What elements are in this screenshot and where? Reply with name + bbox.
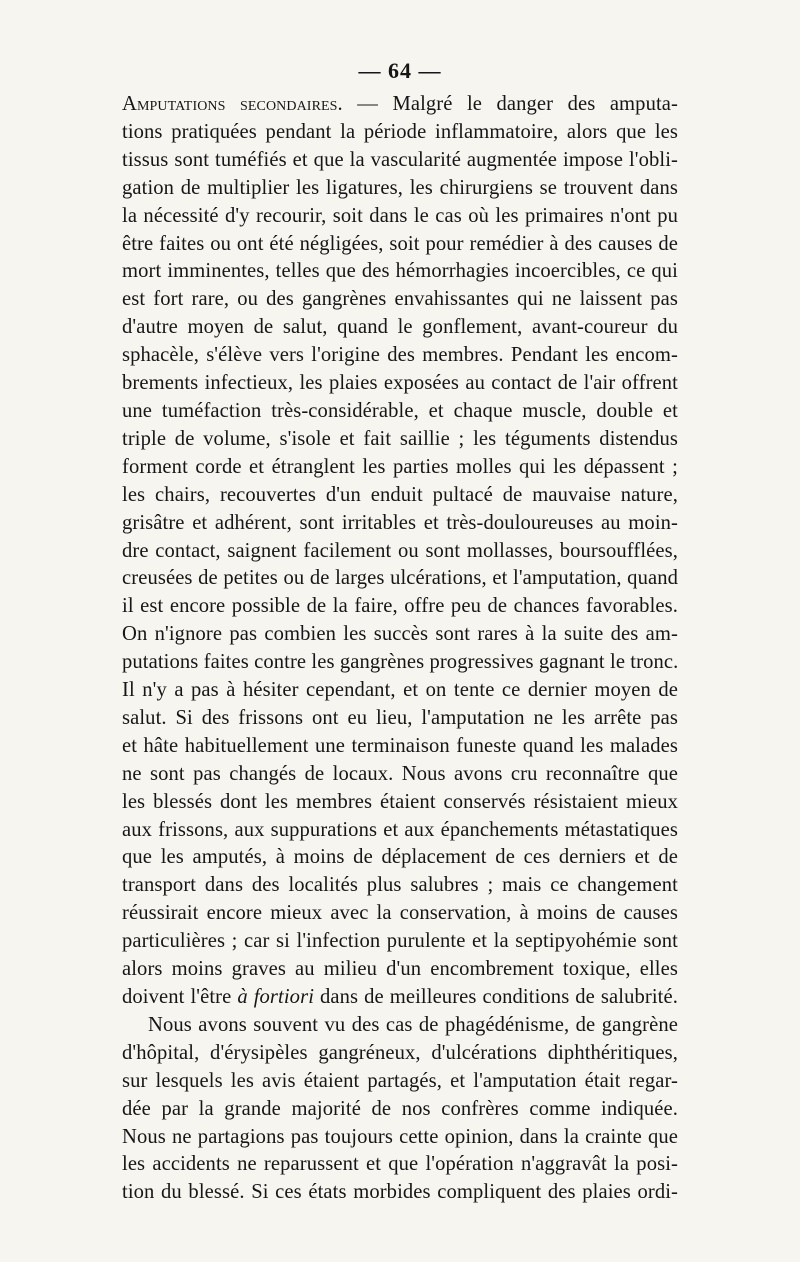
text-line: On n'ignore pas combien les succès sont rares à la suite des am- [122,623,678,646]
text-line: les chairs, recouvertes d'un enduit pultacé de mauvaise nature, [122,483,678,506]
text-line: dée par la grande majorité de nos confrères comme indiquée. [122,1097,678,1120]
text-line: creusées de petites ou de larges ulcérations, et l'amputation, quand [122,567,678,590]
text-line: et hâte habituellement une terminaison funeste quand les malades [122,734,678,757]
text-line: réussirait encore mieux avec la conservation, à moins de causes [122,902,678,925]
page-number: — 64 — [358,58,442,83]
text-line: triple de volume, s'isole et fait saillie ; les téguments distendus [122,427,678,450]
text-line: est fort rare, ou des gangrènes envahissantes qui ne laissent pas [122,288,678,311]
text-line: être faites ou ont été négligées, soit pour remédier à des causes de [122,232,678,255]
text-line: salut. Si des frissons ont eu lieu, l'amputation ne les arrête pas [122,706,678,729]
text-line: ne sont pas changés de locaux. Nous avons cru reconnaître que [122,762,678,785]
text-line: dre contact, saignent facilement ou sont mollasses, boursoufflées, [122,539,678,562]
text-line: Nous ne partagions pas toujours cette opinion, dans la crainte que [122,1125,678,1148]
text-line: il est encore possible de la faire, offre peu de chances favorables. [122,595,678,618]
text-line: particulières ; car si l'infection purulente et la septipyohémie sont [122,930,678,953]
text-line: mort imminentes, telles que des hémorrhagies incoercibles, ce qui [122,260,678,283]
text-line: forment corde et étranglent les parties molles qui les dépassent ; [122,455,678,478]
section-heading: Amputations secondaires. [122,93,343,115]
body-text [122,91,678,1207]
text-line: d'hôpital, d'érysipèles gangréneux, d'ulcérations diphthéritiques, [122,1041,678,1064]
text-line: Nous avons souvent vu des cas de phagédénisme, de gangrène [148,1013,678,1036]
text-line: tissus sont tuméfiés et que la vascularité augmentée impose l'obli- [122,148,678,171]
italic-phrase: à fortiori [237,986,315,1008]
text-line: tion du blessé. Si ces états morbides compliquent des plaies ordi- [122,1181,678,1204]
text-line: aux frissons, aux suppurations et aux épanchements métastatiques [122,818,678,841]
text-line: la nécessité d'y recourir, soit dans le cas où les primaires n'ont pu [122,204,678,227]
text-line: gation de multiplier les ligatures, les chirurgiens se trouvent dans [122,176,678,199]
text-line: les accidents ne reparussent et que l'opération n'aggravât la posi- [122,1153,678,1176]
text-line: que les amputés, à moins de déplacement de ces derniers et de [122,846,678,869]
text-line: sphacèle, s'élève vers l'origine des membres. Pendant les encom- [122,344,678,367]
text-line: doivent l'être à fortiori dans de meilleures conditions de salubrité. [122,986,678,1008]
text-line: Il n'y a pas à hésiter cependant, et on tente ce dernier moyen de [122,679,678,702]
text-line: les blessés dont les membres étaient conservés résistaient mieux [122,790,678,813]
text-line: putations faites contre les gangrènes progressives gagnant le tronc. [122,651,679,674]
text-line: une tuméfaction très-considérable, et chaque muscle, double et [122,399,678,422]
text-line: sur lesquels les avis étaient partagés, et l'amputation était regar- [122,1069,678,1092]
text-line: brements infectieux, les plaies exposées au contact de l'air offrent [122,372,678,395]
text-line: transport dans des localités plus salubres ; mais ce changement [122,874,678,897]
text-line: grisâtre et adhérent, sont irritables et très-douloureuses au moin- [122,511,678,534]
text-line: Amputations secondaires. — Malgré le danger des amputa- [122,93,678,115]
text-line: tions pratiquées pendant la période inflammatoire, alors que les [122,120,678,143]
text-line: alors moins graves au milieu d'un encombrement toxique, elles [122,958,678,981]
text-line: d'autre moyen de salut, quand le gonflement, avant-coureur du [122,316,678,339]
